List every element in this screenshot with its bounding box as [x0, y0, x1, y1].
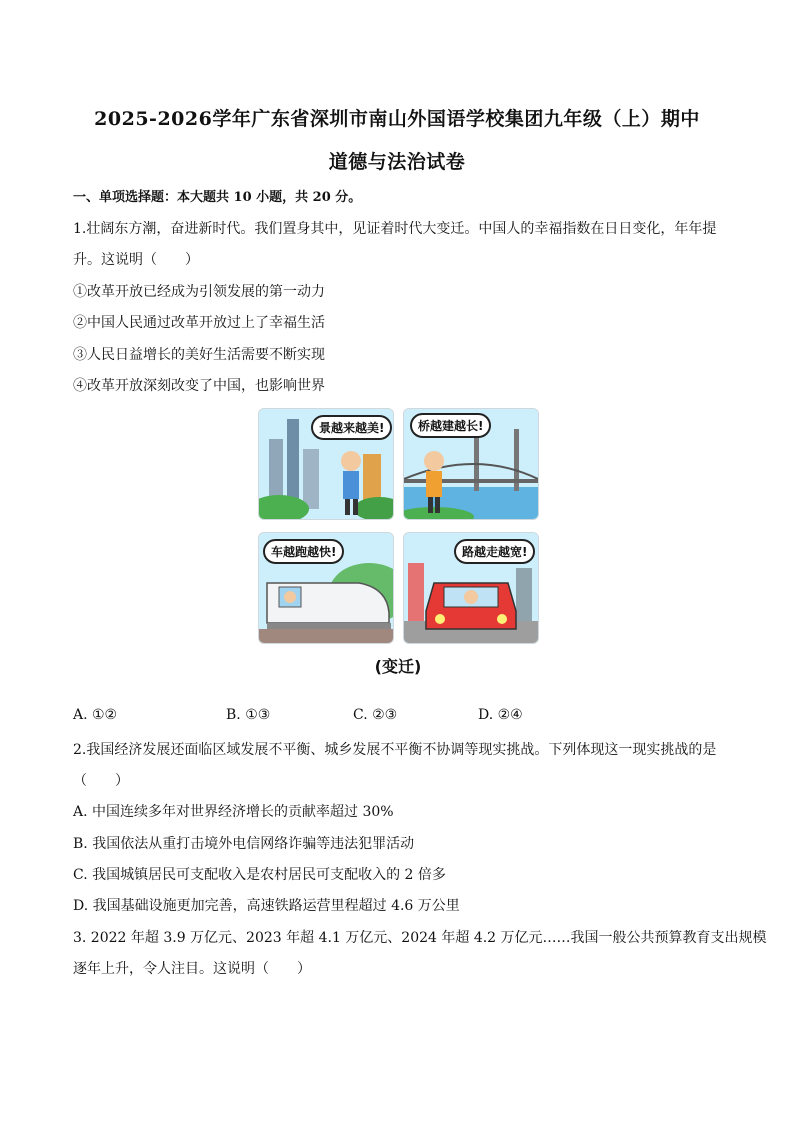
figure-caption: (变迁): [374, 657, 422, 676]
section-heading: 一、单项选择题：本大题共 10 小题，共 20 分。: [73, 190, 362, 205]
q1-statement-3: ③人民日益增长的美好生活需要不断实现: [73, 347, 325, 363]
exam-title-line1: 2025-2026学年广东省深圳市南山外国语学校集团九年级（上）期中: [94, 108, 700, 130]
q1-statement-2: ②中国人民通过改革开放过上了幸福生活: [73, 315, 325, 331]
q2-stem-line2: （ ）: [73, 773, 129, 789]
q1-stem-line1: 1.壮阔东方潮，奋进新时代。我们置身其中，见证着时代大变迁。中国人的幸福指数在日日变化，年年提: [73, 221, 717, 237]
bubble-scenery: 景越来越美!: [311, 415, 392, 440]
cartoon-panel-train: [258, 532, 394, 644]
cartoon-panel-city: [258, 408, 394, 520]
bubble-train: 车越跑越快!: [263, 539, 344, 564]
q2-option-d: D. 我国基础设施更加完善，高速铁路运营里程超过 4.6 万公里: [73, 898, 460, 914]
cartoon-panel-car: [403, 532, 539, 644]
q1-stem-line2: 升。这说明（ ）: [73, 252, 199, 268]
q1-statement-4: ④改革开放深刻改变了中国，也影响世界: [73, 378, 325, 394]
q1-option-c: C. ②③: [353, 707, 398, 723]
q1-option-a: A. ①②: [73, 707, 118, 723]
q2-option-c: C. 我国城镇居民可支配收入是农村居民可支配收入的 2 倍多: [73, 867, 446, 883]
q3-stem-line1: 3. 2022 年超 3.9 万亿元、2023 年超 4.1 万亿元、2024 年超 4.2 万亿元……我国一般公共预算教育支出规模: [73, 930, 767, 946]
q2-option-a: A. 中国连续多年对世界经济增长的贡献率超过 30%: [73, 804, 394, 820]
q1-option-d: D. ②④: [478, 707, 523, 723]
exam-title-line2: 道德与法治试卷: [328, 151, 466, 173]
q2-stem-line1: 2.我国经济发展还面临区域发展不平衡、城乡发展不平衡不协调等现实挑战。下列体现这一现实挑战的是: [73, 742, 717, 758]
bubble-bridge: 桥越建越长!: [410, 413, 491, 438]
cartoon-figure: [258, 408, 538, 680]
cartoon-panel-bridge: [403, 408, 539, 520]
q2-option-b: B. 我国依法从重打击境外电信网络诈骗等违法犯罪活动: [73, 836, 415, 852]
q3-stem-line2: 逐年上升，令人注目。这说明（ ）: [73, 961, 311, 977]
q1-option-b: B. ①③: [226, 707, 271, 723]
bubble-road: 路越走越宽!: [454, 539, 535, 564]
q1-statement-1: ①改革开放已经成为引领发展的第一动力: [73, 284, 325, 300]
